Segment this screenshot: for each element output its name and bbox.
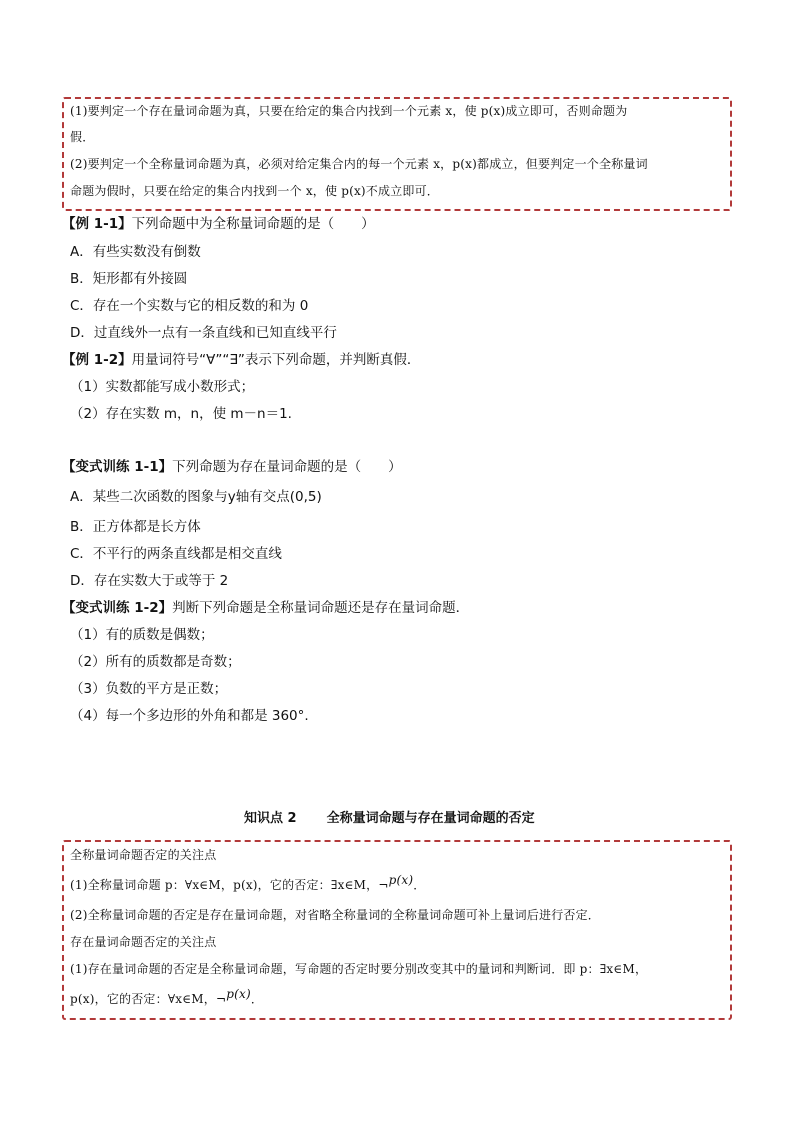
variant-1-2-item-3: （3）负数的平方是正数；: [70, 681, 228, 697]
variant-1-2-item-2: （2）所有的质数都是奇数；: [70, 654, 241, 670]
example-1-1-option-d: D．过直线外一点有一条直线和已知直线平行: [70, 325, 337, 341]
tip-box-2-line-1: 全称量词命题否定的关注点: [70, 848, 217, 862]
example-1-1-text: 下列命题中为全称量词命题的是（ ）: [131, 216, 375, 232]
tip-box-1-line-4: 命题为假时，只要在给定的集合内找到一个 x，使 p(x)不成立即可．: [70, 184, 440, 198]
example-1-2-tag: 【例 1-2】: [62, 352, 132, 368]
tip-box-2-line-6-text: p(x)，它的否定：∀x∈M，¬: [70, 992, 227, 1006]
variant-1-1-option-c: C．不平行的两条直线都是相交直线: [70, 546, 282, 562]
variant-1-1-option-b: B．正方体都是长方体: [70, 519, 201, 535]
example-1-2-text: 用量词符号“∀”“∃”表示下列命题，并判断真假．: [131, 352, 421, 368]
variant-1-1-option-a: A．某些二次函数的图象与y轴有交点(0,5): [70, 489, 322, 505]
variant-1-1-tag: 【变式训练 1-1】: [62, 459, 173, 475]
example-1-2-item-2: （2）存在实数 m，n，使 m－n＝1.: [70, 406, 292, 422]
variant-1-2-item-1: （1）有的质数是偶数；: [70, 627, 214, 643]
tip-box-2-line-2-text: (1)全称量词命题 p：∀x∈M，p(x)，它的否定：∃x∈M，¬: [70, 878, 389, 892]
section-heading: [244, 807, 535, 826]
variant-1-1-text: 下列命题为存在量词命题的是（ ）: [172, 459, 402, 475]
example-1-1-tag: 【例 1-1】: [62, 216, 132, 232]
tip-box-2-line-3: (2)全称量词命题的否定是存在量词命题，对省略全称量词的全称量词命题可补上量词后进行否定．: [70, 908, 601, 922]
tip-box-1-line-3: (2)要判定一个全称量词命题为真，必须对给定集合内的每一个元素 x，p(x)都成立，但要判定一个全称量词: [70, 157, 648, 171]
example-1-1-option-a: A．有些实数没有倒数: [70, 244, 201, 260]
example-1-1-option-b: B．矩形都有外接圆: [70, 271, 188, 287]
variant-1-2-question: [62, 596, 469, 616]
tip-box-2-line-4: 存在量词命题否定的关注点: [70, 935, 217, 949]
variant-1-2-item-4: （4）每一个多边形的外角和都是 360°.: [70, 708, 309, 724]
variant-1-2-tag: 【变式训练 1-2】: [62, 600, 173, 616]
tip-box-2-line-6-sup: p(x): [226, 987, 251, 1001]
tip-box-2-line-6: [70, 987, 264, 1007]
example-1-1-option-c: C．存在一个实数与它的相反数的和为 0: [70, 298, 309, 314]
example-1-2-item-1: （1）实数都能写成小数形式；: [70, 379, 255, 395]
example-1-2-question: [62, 348, 420, 368]
variant-1-1-question: [62, 455, 402, 475]
variant-1-2-text: 判断下列命题是全称量词命题还是存在量词命题．: [172, 600, 470, 616]
tip-box-2-line-5: (1)存在量词命题的否定是全称量词命题，写命题的否定时要分别改变其中的量词和判断词．即 p：∃x∈M，: [70, 962, 648, 976]
section-title: 全称量词命题与存在量词命题的否定: [326, 811, 535, 826]
example-1-1-question: [62, 212, 375, 232]
tip-box-2-line-2-end: ．: [413, 878, 426, 892]
variant-1-1-option-d: D．存在实数大于或等于 2: [70, 573, 229, 589]
tip-box-1-line-2: 假．: [70, 130, 95, 144]
tip-box-2-line-2: [70, 873, 426, 893]
tip-box-1-line-1: (1)要判定一个存在量词命题为真，只要在给定的集合内找到一个元素 x，使 p(x)成立即可，否则命题为: [70, 104, 628, 118]
tip-box-2-line-2-sup: p(x): [388, 873, 414, 887]
section-label: 知识点 2: [244, 811, 297, 826]
tip-box-2-line-6-end: ．: [250, 992, 264, 1006]
